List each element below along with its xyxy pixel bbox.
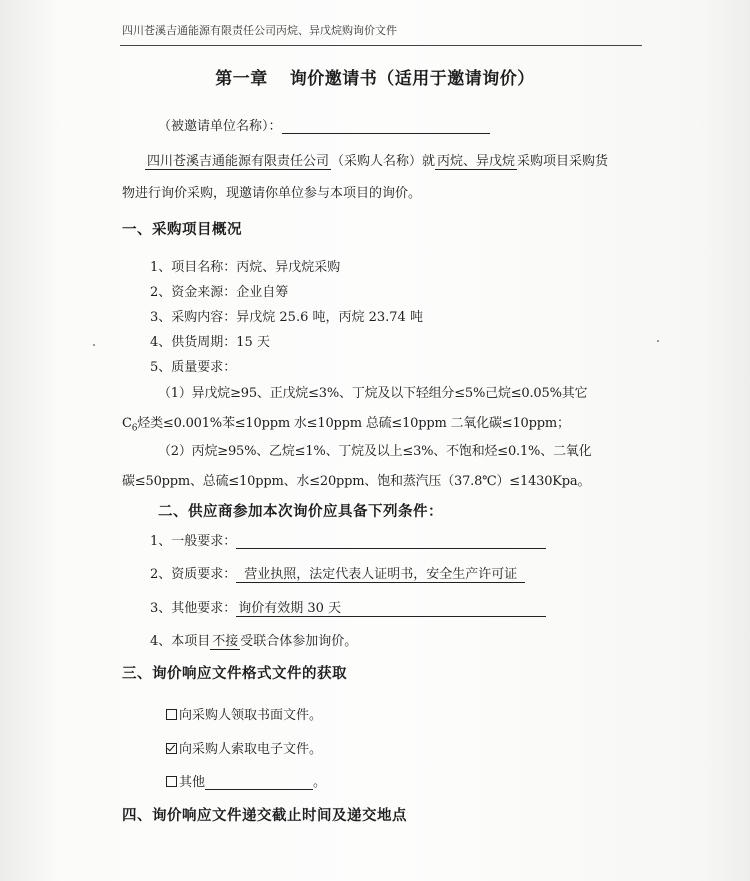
other-value: 询价有效期 30 天 — [236, 597, 546, 617]
invitee-blank — [282, 119, 490, 134]
scan-speck — [93, 344, 95, 346]
consortium-value: 不接 — [212, 634, 239, 649]
consortium-suffix: 受联合体参加询价。 — [240, 634, 358, 649]
header-rule — [120, 45, 642, 46]
buyer-name: 四川苍溪吉通能源有限责任公司 — [147, 154, 330, 169]
quality-1-line-2 — [122, 412, 570, 434]
running-header: 四川苍溪吉通能源有限责任公司丙烷、异戊烷购询价文件 — [122, 24, 397, 37]
scan-speck — [657, 340, 659, 342]
general-blank — [236, 534, 546, 549]
checkbox-other[interactable] — [166, 776, 177, 787]
quality-1-rest: 烃类≤0.001%苯≤10ppm 水≤10ppm 总硫≤10ppm 二氧化碳≤10ppm； — [137, 416, 570, 431]
section-3-heading: 三、询价响应文件格式文件的获取 — [122, 665, 347, 682]
intro-text: 物进行询价采购，现邀请你单位参与本项目的询价。 — [122, 186, 422, 201]
quality-1-c: C — [122, 416, 132, 431]
section-2-heading: 二、供应商参加本次询价应具备下列条件： — [158, 503, 443, 520]
quality-2-line-1: （2）丙烷≥95%、乙烷≤1%、丁烷及以上≤3%、不饱和烃≤0.1%、二氧化 — [158, 444, 592, 459]
checkbox-electronic-file[interactable] — [166, 743, 177, 754]
section-4-heading: 四、询价响应文件递交截止时间及递交地点 — [122, 807, 407, 824]
project-name: 丙烷、异戊烷 — [437, 154, 516, 169]
consortium-prefix: 4、本项目 — [150, 634, 211, 649]
checkbox-paper-file[interactable] — [166, 709, 177, 720]
intro-line-1 — [145, 150, 608, 169]
option-paper-file — [166, 704, 322, 723]
option-other-end: 。 — [313, 775, 327, 790]
chapter-number: 第一章 — [215, 69, 268, 89]
qualification-requirement — [150, 563, 525, 582]
quality-2-line-2: 碳≤50ppm、总硫≤10ppm、水≤20ppm、饱和蒸汽压（37.8℃）≤1430Kpa。 — [122, 474, 591, 489]
section-1-heading: 一、采购项目概况 — [122, 221, 242, 238]
other-label: 3、其他要求： — [150, 601, 237, 616]
general-label: 1、一般要求： — [150, 534, 237, 549]
item-fund-source: 2、资金来源：企业自筹 — [150, 285, 289, 300]
invitee-line — [158, 115, 490, 134]
invitee-label: （被邀请单位名称）： — [158, 119, 282, 134]
intro-tail: 采购项目采购货 — [517, 154, 609, 169]
intro-line-2 — [122, 182, 421, 201]
qualification-value: 营业执照，法定代表人证明书，安全生产许可证 — [236, 567, 525, 583]
buyer-note: （采购人名称）就 — [331, 154, 436, 169]
option-electronic-file — [166, 738, 322, 757]
option-other — [166, 771, 326, 790]
option-paper-file-label: 向采购人领取书面文件。 — [179, 708, 323, 723]
option-other-blank — [205, 775, 313, 790]
option-electronic-file-label: 向采购人索取电子文件。 — [179, 742, 323, 757]
chapter-title — [0, 64, 750, 89]
item-supply-period: 4、供货周期：15 天 — [150, 335, 270, 350]
other-requirement — [150, 597, 546, 617]
qualification-label: 2、资质要求： — [150, 567, 237, 582]
chapter-heading: 询价邀请书（适用于邀请询价） — [289, 69, 535, 89]
item-purchase-content: 3、采购内容：异戊烷 25.6 吨，丙烷 23.74 吨 — [150, 310, 423, 325]
quality-1-line-1: （1）异戊烷≥95、正戊烷≤3%、丁烷及以下轻组分≤5%己烷≤0.05%其它 — [158, 386, 588, 401]
option-other-label: 其他 — [179, 775, 206, 790]
consortium-line — [150, 630, 357, 649]
quality-1-subscript: 6 — [131, 423, 138, 434]
item-project-name: 1、项目名称：丙烷、异戊烷采购 — [150, 260, 341, 275]
general-requirement — [150, 530, 546, 549]
item-quality: 5、质量要求： — [150, 360, 237, 375]
